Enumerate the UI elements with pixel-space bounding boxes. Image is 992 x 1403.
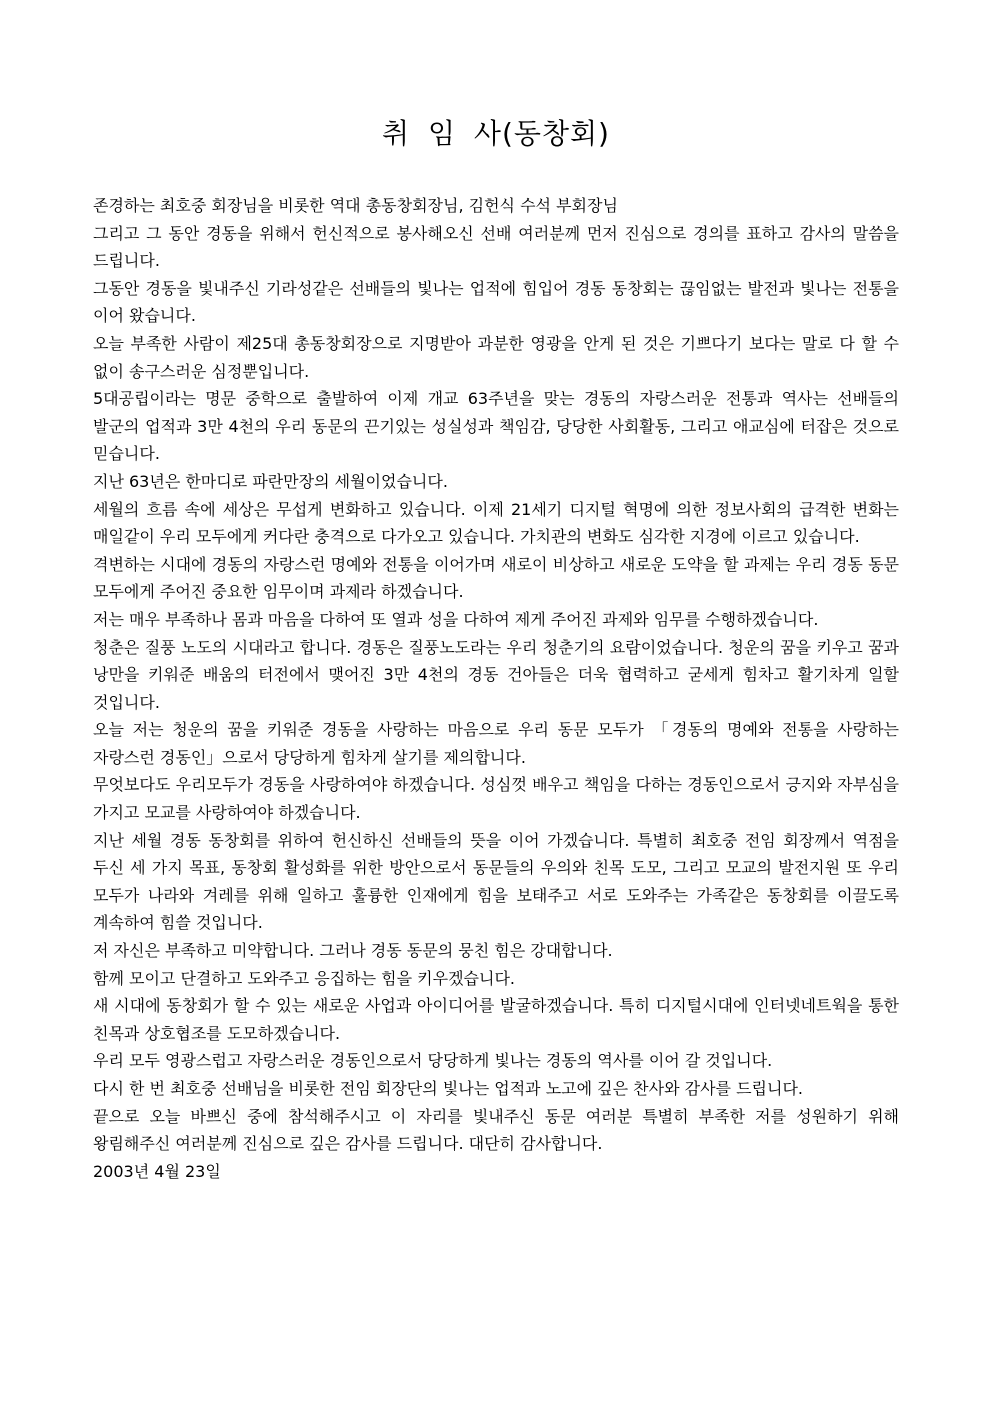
paragraph-9: 저는 매우 부족하나 몸과 마음을 다하여 또 열과 성을 다하여 제게 주어진 과제와 임무를 수행하겠습니다. [93,609,819,629]
paragraph-7: 세월의 흐름 속에 세상은 무섭게 변화하고 있습니다. 이제 21세기 디지털 혁명에 의한 정보사회의 급격한 변화는 매일같이 우리 모두에게 커다란 충격으로 다가오고 있습니다. 가치관의 변화도 심각한 지경에 이르고 있습니다. [93,499,899,547]
paragraph-6: 지난 63년은 한마디로 파란만장의 세월이었습니다. [93,471,448,491]
paragraph-8: 격변하는 시대에 경동의 자랑스런 명예와 전통을 이어가며 새로이 비상하고 새로운 도약을 할 과제는 우리 경동 동문 모두에게 주어진 중요한 임무이며 과제라 하겠습니다. [93,554,899,602]
paragraph-11: 오늘 저는 청운의 꿈을 키워준 경동을 사랑하는 마음으로 우리 동문 모두가 「경동의 명예와 전통을 사랑하는 자랑스런 경동인」으로서 당당하게 힘차게 살기를 제의합니다. [93,720,899,767]
paragraph-16: 새 시대에 동창회가 할 수 있는 새로운 사업과 아이디어를 발굴하겠습니다. 특히 디지털시대에 인터넷네트웍을 통한 친목과 상호협조를 도모하겠습니다. [93,996,899,1043]
paragraph-5: 5대공립이라는 명문 중학으로 출발하여 이제 개교 63주년을 맞는 경동의 자랑스러운 전통과 역사는 선배들의 발군의 업적과 3만 4천의 우리 동문의 끈기있는 성실성과 책임감, 당당한 사회활동, 그리고 애교심에 터잡은 것으로 믿습니다. [93,389,899,464]
paragraph-10: 청춘은 질풍 노도의 시대라고 합니다. 경동은 질풍노도라는 우리 청춘기의 요람이었습니다. 청운의 꿈을 키우고 꿈과 낭만을 키워준 배움의 터전에서 맺어진 3만 4천의 경동 건아들은 더욱 협력하고 굳세게 힘차고 활기차게 일할 것입니다. [93,637,899,712]
paragraph-19: 끝으로 오늘 바쁘신 중에 참석해주시고 이 자리를 빛내주신 동문 여러분 특별히 부족한 저를 성원하기 위해 왕림해주신 여러분께 진심으로 깊은 감사를 드립니다. 대단히 감사합니다. [93,1106,899,1154]
document-date: 2003년 4월 23일 [93,1161,221,1181]
document-title: 취 임 사(동창회) [382,117,610,150]
paragraph-12: 무엇보다도 우리모두가 경동을 사랑하여야 하겠습니다. 성심껏 배우고 책임을 다하는 경동인으로서 긍지와 자부심을 가지고 모교를 사랑하여야 하겠습니다. [93,775,899,823]
paragraph-1: 존경하는 최호중 회장님을 비롯한 역대 총동창회장님, 김헌식 수석 부회장님 [93,196,618,215]
paragraph-18: 다시 한 번 최호중 선배님을 비롯한 전임 회장단의 빛나는 업적과 노고에 깊은 찬사와 감사를 드립니다. [93,1079,803,1098]
paragraph-3: 그동안 경동을 빛내주신 기라성같은 선배들의 빛나는 업적에 힘입어 경동 동창회는 끊임없는 발전과 빛나는 전통을 이어 왔습니다. [93,278,899,326]
paragraph-15: 함께 모이고 단결하고 도와주고 응집하는 힘을 키우겠습니다. [93,968,516,988]
document-body [93,192,899,1185]
paragraph-2: 그리고 그 동안 경동을 위해서 헌신적으로 봉사해오신 선배 여러분께 먼저 진심으로 경의를 표하고 감사의 말씀을 드립니다. [93,223,899,271]
paragraph-14: 저 자신은 부족하고 미약합니다. 그러나 경동 동문의 뭉친 힘은 강대합니다. [93,941,613,961]
paragraph-17: 우리 모두 영광스럽고 자랑스러운 경동인으로서 당당하게 빛나는 경동의 역사를 이어 갈 것입니다. [93,1051,773,1071]
paragraph-4: 오늘 부족한 사람이 제25대 총동창회장으로 지명받아 과분한 영광을 안게 된 것은 기쁘다기 보다는 말로 다 할 수 없이 송구스러운 심정뿐입니다. [93,333,899,381]
paragraph-13: 지난 세월 경동 동창회를 위하여 헌신하신 선배들의 뜻을 이어 가겠습니다. 특별히 최호중 전임 회장께서 역점을 두신 세 가지 목표, 동창회 활성화를 위한 방안으로서 동문들의 우의와 친목 도모, 그리고 모교의 발전지원 또 우리 모두가 나라와 겨레를 위해 일하고 훌륭한 인재에게 힘을 보태주고 서로 도와주는 가족같은 동창회를 이끌도록 계속하여 힘쓸 것입니다. [93,830,899,933]
